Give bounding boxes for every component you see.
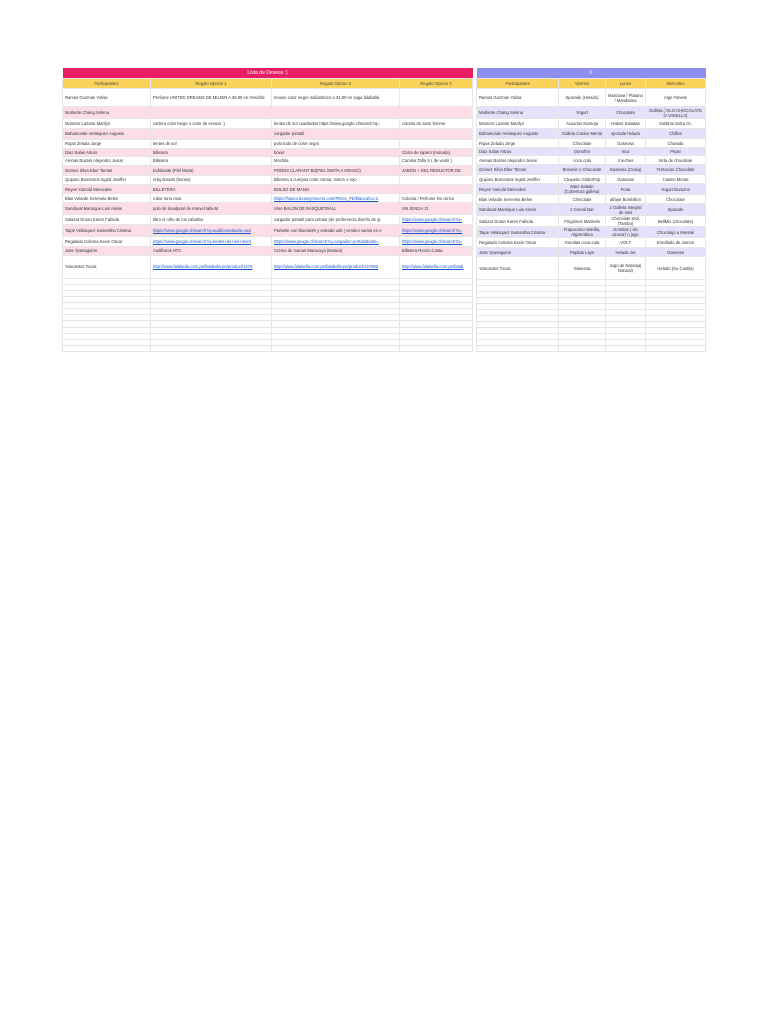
cell[interactable]: Diaz Salas Arturo — [63, 148, 151, 156]
header-viernes[interactable]: Viernes — [559, 79, 606, 89]
cell[interactable]: Algo Fitness — [646, 89, 706, 107]
right-row — [477, 156, 706, 165]
cell[interactable]: Gorra de rapero (morada) — [400, 148, 473, 156]
cell[interactable]: Jose Ypanaguirre — [477, 248, 559, 257]
cell[interactable]: Montoro Lazarte Marilyn — [477, 119, 559, 129]
cell[interactable]: https://www.google.cl/search?q= — [400, 225, 473, 236]
cell[interactable] — [151, 107, 272, 119]
cell[interactable]: Chocolate — [559, 139, 606, 148]
cell[interactable]: UN JENGA :D — [400, 203, 473, 215]
cell[interactable]: sporade helado — [606, 129, 646, 139]
left-row — [63, 225, 473, 236]
cell[interactable]: Yogurt — [559, 107, 606, 119]
cell[interactable]: Regalado Coloma Kevin Oscar — [477, 238, 559, 248]
empty-row — [477, 346, 706, 352]
snacks-title-row — [477, 68, 706, 79]
cell[interactable]: Gaseosa — [646, 248, 706, 257]
snacks-table — [476, 68, 706, 352]
cell[interactable]: Gaseosa — [606, 175, 646, 184]
right-row — [477, 238, 706, 248]
cell[interactable]: https://www.google.cl/search?q=cargador+portatil&safe= — [272, 236, 400, 246]
empty-cell[interactable] — [559, 346, 606, 352]
cell[interactable]: Manzana / Platano / Mandarina — [606, 89, 646, 107]
cell[interactable]: Ramos Guzman Yulisa — [477, 89, 559, 107]
left-row — [63, 255, 473, 278]
cell[interactable]: Papitas Lays — [559, 248, 606, 257]
right-row — [477, 184, 706, 195]
cell[interactable]: Audifonos HTC — [151, 246, 272, 255]
left-row — [63, 215, 473, 225]
cell[interactable]: Rojas Zelada Jorge — [477, 139, 559, 148]
cell[interactable]: https://www.google.cl/search?q=lentes+de+sol+mont — [151, 236, 272, 246]
cell[interactable]: Sporade — [646, 204, 706, 216]
cell[interactable]: Helado (Su Castilo) — [646, 257, 706, 280]
left-row — [63, 148, 473, 156]
cell[interactable]: JABON + GEL REDUCTOR DE — [400, 165, 473, 175]
snacks-header-row — [477, 79, 706, 89]
cell[interactable]: Blas Velarde Serenela Belen — [63, 194, 151, 203]
left-row — [63, 203, 473, 215]
cell[interactable]: Galleta ( OLO CHOCOLATE O VAINILLA) — [646, 107, 706, 119]
right-row — [477, 216, 706, 227]
cell[interactable]: cargador portatil — [272, 129, 400, 139]
left-row — [63, 129, 473, 139]
left-row — [63, 236, 473, 246]
cell[interactable]: VOLT — [606, 238, 646, 248]
cell[interactable]: colonia de avon femme — [400, 119, 473, 129]
cell[interactable]: Inca — [606, 148, 646, 156]
right-row — [477, 227, 706, 238]
cell[interactable]: Montoro Lazarte Marilyn — [63, 119, 151, 129]
cell[interactable]: Chorada — [646, 139, 706, 148]
cell[interactable]: 3 leches — [606, 156, 646, 165]
cell[interactable]: Enrollado de Jamon — [646, 238, 706, 248]
empty-cell[interactable] — [151, 345, 272, 351]
empty-cell[interactable] — [477, 346, 559, 352]
left-row — [63, 185, 473, 194]
cell[interactable]: http://www.falabella.com.pe/falabella-pe/product/1479 — [151, 255, 272, 278]
cell[interactable]: Chocolate — [606, 107, 646, 119]
cell[interactable]: BILLETERA — [151, 185, 272, 194]
right-row — [477, 89, 706, 107]
cell[interactable]: reloj dorado (bonito) — [151, 175, 272, 184]
cell[interactable]: Chocolate — [646, 195, 706, 204]
header-participantes-2[interactable]: Participantes — [477, 79, 559, 89]
left-row — [63, 156, 473, 165]
cell[interactable]: Exfoliante (Piel Mixta) — [151, 165, 272, 175]
right-row — [477, 139, 706, 148]
cell[interactable]: Arenas Bustos Alejandro Jesus — [63, 156, 151, 165]
right-row — [477, 257, 706, 280]
wishlist-title[interactable]: Lista de Deseos :) — [63, 68, 473, 79]
cell[interactable]: Reyes Yarnold Mercedes — [477, 184, 559, 195]
cell[interactable]: Sublime Extra Gr. — [646, 119, 706, 129]
cell[interactable]: Rojas Zelada Jorge — [63, 139, 151, 148]
cell[interactable]: billetera 3 cuerpos color crema, melon o rojo — [272, 175, 400, 184]
cell[interactable]: Donofrio — [559, 148, 606, 156]
right-row — [477, 204, 706, 216]
cell[interactable]: Acuarius Naranja — [559, 119, 606, 129]
cell[interactable]: https://hiponi.beautymovers.com/PE/es_PE/blanca/Cu-2 — [272, 194, 400, 203]
cell[interactable]: Perfume UNITED DREAMS DE MUJER A 39.90 en Oeschle — [151, 89, 272, 107]
cell[interactable]: Gomitas ( sin azucar) o jugo — [606, 227, 646, 238]
cell[interactable] — [151, 129, 272, 139]
cell[interactable]: Helado Jet — [606, 248, 646, 257]
cell[interactable]: Billetera Renzo Costa — [400, 246, 473, 255]
header-miercoles[interactable]: Miercoles — [646, 79, 706, 89]
cell[interactable] — [400, 139, 473, 148]
cell[interactable]: http://www.falabella.com.pe/falab — [400, 255, 473, 278]
cell[interactable]: Chocolate Kick (Tambo) — [606, 216, 646, 227]
cell[interactable]: Gaseosa — [606, 139, 646, 148]
cell[interactable]: Gomez Silva Eber Tomas — [63, 165, 151, 175]
cell[interactable]: UNA BALON DE BASQUETBALL — [272, 203, 400, 215]
empty-cell[interactable] — [272, 345, 400, 351]
cell[interactable]: Sandoval Manrique Luis Alexis — [63, 203, 151, 215]
cell[interactable]: Bahamonde Velasquez Augusto — [477, 129, 559, 139]
cell[interactable]: Frapuccino Vainilla, Algarrobina — [559, 227, 606, 238]
cell[interactable]: Fruta — [606, 184, 646, 195]
spreadsheet — [62, 68, 706, 352]
left-row — [63, 246, 473, 255]
cell[interactable]: torta de chocolate — [646, 156, 706, 165]
cell[interactable]: coca cola — [559, 156, 606, 165]
cell[interactable]: Tentacion Chocolate — [646, 165, 706, 175]
cell[interactable] — [400, 107, 473, 119]
cell[interactable]: https://www.google.cl/search?q= — [400, 236, 473, 246]
cell[interactable]: Gaseosa — [559, 257, 606, 280]
wishlist-table — [62, 68, 473, 352]
header-lunes[interactable]: Lunes — [606, 79, 646, 89]
cell[interactable]: Chocolate — [559, 195, 606, 204]
cell[interactable]: Salazar Duran Karen Fabiola — [63, 215, 151, 225]
left-row — [63, 119, 473, 129]
cell[interactable]: Muñante Chang Selena — [477, 107, 559, 119]
cell[interactable]: polo todo de color negro — [272, 139, 400, 148]
cell[interactable]: Taipe Velásquez Samantha Cristina — [63, 225, 151, 236]
cell[interactable]: Gomitas coca-cola — [559, 238, 606, 248]
cell[interactable]: Pepsi — [646, 148, 706, 156]
snacks-body — [477, 89, 706, 352]
empty-cell[interactable] — [63, 345, 151, 351]
cell[interactable]: Chocolejo o Mentas — [646, 227, 706, 238]
left-row — [63, 107, 473, 119]
cell[interactable]: lentes de sol — [151, 139, 272, 148]
cell[interactable]: Jugo de Naranja( Natural) — [606, 257, 646, 280]
cell[interactable]: Parlante con bluetooth y entrada usb ( venden varios en e — [272, 225, 400, 236]
cell[interactable]: Gomez Silva Eber Tomas — [477, 165, 559, 175]
cell[interactable]: Billetera — [151, 156, 272, 165]
cell[interactable]: libro el niño de los caballos — [151, 215, 272, 225]
cell[interactable]: Sporade (Helado) — [559, 89, 606, 107]
cell[interactable]: Mani Salado (Cobertura galleta) — [559, 184, 606, 195]
cell[interactable]: Ramos Guzman Yulisa — [63, 89, 151, 107]
cell[interactable]: Colonia / Perfume No citrico — [400, 194, 473, 203]
header-regalo-1[interactable]: Regalo Opcion 1 — [151, 79, 272, 89]
cell[interactable]: Jose Ypanaguirre — [63, 246, 151, 255]
cell[interactable]: cargador portatil para celular (de preferencia diseño de gi — [272, 215, 400, 225]
left-row — [63, 89, 473, 107]
cell[interactable] — [272, 107, 400, 119]
cell[interactable]: Regalado Coloma Kevin Oscar — [63, 236, 151, 246]
cell[interactable]: Yancantos Tocas — [63, 255, 151, 278]
right-row — [477, 107, 706, 119]
wishlist-body — [63, 89, 473, 352]
right-row — [477, 148, 706, 156]
right-row — [477, 195, 706, 204]
cell[interactable]: Pingüinos Marinela — [559, 216, 606, 227]
cell[interactable]: Yancantos Tocas — [477, 257, 559, 280]
cell[interactable]: BellMix (chocolate) — [646, 216, 706, 227]
cell[interactable]: Reyes Yarnold Mercedes — [63, 185, 151, 194]
left-row — [63, 194, 473, 203]
cell[interactable]: Muñante Chang Selena — [63, 107, 151, 119]
cell[interactable]: Taipe Velásquez Samantha Cristina — [477, 227, 559, 238]
header-regalo-2[interactable]: Regalo Opcion 2 — [272, 79, 400, 89]
cell[interactable]: mouse color negro inalámbrico a 34.90 en saga falabella — [272, 89, 400, 107]
wishlist-header-row — [63, 79, 473, 89]
cell[interactable]: Quijano Barrientos Ingrid Jeniffer — [477, 175, 559, 184]
empty-row — [63, 345, 473, 351]
left-row — [63, 139, 473, 148]
cell[interactable]: billetera — [151, 148, 272, 156]
cell[interactable]: cartera color beige o color de verano :) — [151, 119, 272, 129]
cell[interactable] — [400, 175, 473, 184]
cell[interactable]: Crema de manos Maracuya (Natura) — [272, 246, 400, 255]
cell[interactable]: Camisa Talla S ( de vestir ) — [400, 156, 473, 165]
right-row — [477, 129, 706, 139]
left-row — [63, 175, 473, 184]
right-row — [477, 119, 706, 129]
cell[interactable] — [400, 129, 473, 139]
header-regalo-3[interactable]: Regalo Opcion 3 — [400, 79, 473, 89]
cell[interactable] — [400, 185, 473, 194]
empty-cell[interactable] — [400, 345, 473, 351]
cell[interactable]: 2 Cereal Bar — [559, 204, 606, 216]
cell[interactable]: Casino Menta — [646, 175, 706, 184]
cell[interactable]: rubor tono rosa — [151, 194, 272, 203]
cell[interactable]: Gaseosa (Cusiq) — [606, 165, 646, 175]
cell[interactable]: 2 Galleta Integral de miel — [606, 204, 646, 216]
cell[interactable]: alfajor Bombillon — [606, 195, 646, 204]
cell[interactable]: Yogurt Durazno — [646, 184, 706, 195]
wishlist-title-row — [63, 68, 473, 79]
cell[interactable]: Salazar Duran Karen Fabiola — [477, 216, 559, 227]
cell[interactable]: Mochila — [272, 156, 400, 165]
right-row — [477, 175, 706, 184]
cell[interactable]: Diaz Salas Arturo — [477, 148, 559, 156]
cell[interactable]: https://www.google.cl/search?q=audifonos&safe=acti — [151, 225, 272, 236]
cell[interactable]: lentes de sol cuadrados https://www.google.cl/search?q= — [272, 119, 400, 129]
snacks-title[interactable]: 0 — [477, 68, 706, 79]
cell[interactable]: http://www.falabella.com.pe/falabella-pe/product/147990 — [272, 255, 400, 278]
cell[interactable]: Chupetin GloboPop — [559, 175, 606, 184]
cell[interactable]: Brownie o Chocolate — [559, 165, 606, 175]
cell[interactable]: Bahamonde Velasquez Augusto — [63, 129, 151, 139]
left-row — [63, 165, 473, 175]
right-row — [477, 165, 706, 175]
empty-cell[interactable] — [606, 346, 646, 352]
cell[interactable]: PONDS CLARANT B3(PIEL MIXTA A GRASO) — [272, 165, 400, 175]
cell[interactable]: https://www.google.cl/search?q= — [400, 215, 473, 225]
cell[interactable]: Galleta Casino Menta — [559, 129, 606, 139]
right-row — [477, 248, 706, 257]
cell[interactable]: Habas Saladas — [606, 119, 646, 129]
cell[interactable]: BOLSO DE MANO — [272, 185, 400, 194]
cell[interactable]: Arenas Bustos Alejandro Jesus — [477, 156, 559, 165]
cell[interactable]: polo de deadpool de marvel talla M — [151, 203, 272, 215]
cell[interactable]: Quijano Barrientos Ingrid Jeniffer — [63, 175, 151, 184]
cell[interactable] — [400, 89, 473, 107]
cell[interactable]: Blas Velarde Serenela Belen — [477, 195, 559, 204]
cell[interactable]: Chifles — [646, 129, 706, 139]
cell[interactable]: boxer — [272, 148, 400, 156]
empty-cell[interactable] — [646, 346, 706, 352]
cell[interactable]: Sandoval Manrique Luis Alexis — [477, 204, 559, 216]
header-participantes[interactable]: Participantes — [63, 79, 151, 89]
